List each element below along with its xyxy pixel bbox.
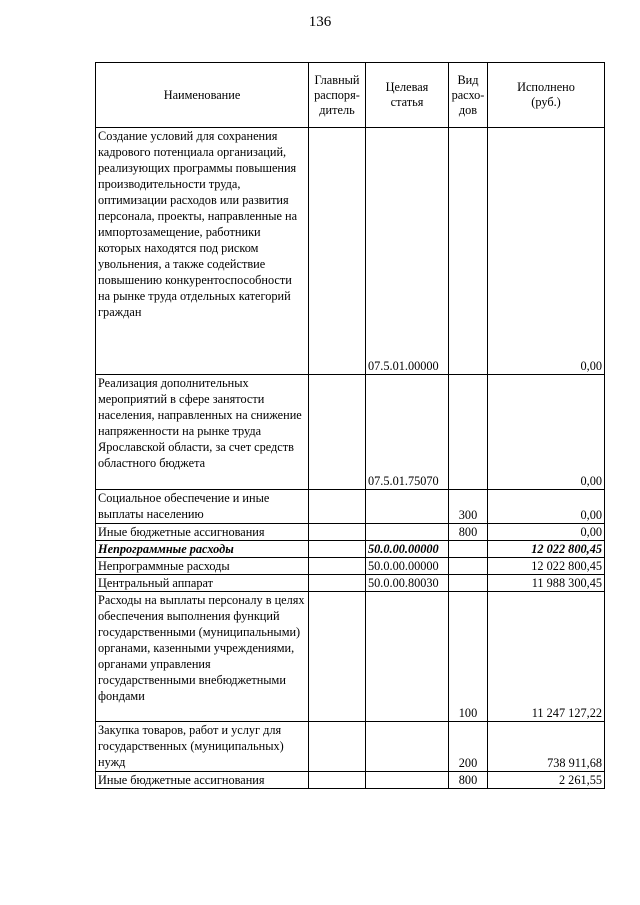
row-article (366, 592, 449, 722)
row-name: Иные бюджетные ассигнования (96, 772, 309, 789)
row-name: Иные бюджетные ассигнования (96, 524, 309, 541)
row-administrator (309, 558, 366, 575)
row-name: Центральный аппарат (96, 575, 309, 592)
header-name: Наименование (96, 63, 309, 128)
row-expense-type (449, 128, 488, 375)
row-expense-type (449, 558, 488, 575)
row-expense-type: 100 (449, 592, 488, 722)
page-number: 136 (308, 14, 332, 30)
row-expense-type (449, 541, 488, 558)
header-executed: Исполнено (руб.) (488, 63, 605, 128)
row-article: 07.5.01.00000 (366, 128, 449, 375)
row-administrator (309, 772, 366, 789)
row-administrator (309, 722, 366, 772)
row-amount: 11 247 127,22 (488, 592, 605, 722)
header-expense-type: Вид расхо- дов (449, 63, 488, 128)
row-name: Создание условий для сохранения кадрового потенциала организаций, реализующих программы повышения производительности труда, оптимизации расходов или развития персонала, проекты, направленные на импортозамещение, работники которых находятся под риском увольнения, а также содействие повышению конкурентоспособности на рынке труда отдельных категорий граждан (96, 128, 309, 375)
table-row (96, 524, 605, 541)
row-administrator (309, 375, 366, 490)
row-article: 50.0.00.00000 (366, 558, 449, 575)
row-amount: 0,00 (488, 128, 605, 375)
row-administrator (309, 541, 366, 558)
row-amount: 0,00 (488, 524, 605, 541)
row-amount: 0,00 (488, 375, 605, 490)
row-expense-type: 300 (449, 490, 488, 524)
row-expense-type (449, 375, 488, 490)
table-row (96, 375, 605, 490)
table-row (96, 575, 605, 592)
row-amount: 2 261,55 (488, 772, 605, 789)
row-amount: 11 988 300,45 (488, 575, 605, 592)
row-article (366, 524, 449, 541)
row-name: Непрограммные расходы (96, 541, 309, 558)
row-article: 50.0.00.00000 (366, 541, 449, 558)
table-header-row (96, 63, 605, 128)
row-amount: 0,00 (488, 490, 605, 524)
table-row (96, 592, 605, 722)
header-administrator: Главный распоря- дитель (309, 63, 366, 128)
table-row (96, 490, 605, 524)
row-name: Расходы на выплаты персоналу в целях обеспечения выполнения функций государственными (муниципальными) органами, казенными учреждениями, органами управления государственными внебюджетными фондами (96, 592, 309, 722)
row-amount: 12 022 800,45 (488, 558, 605, 575)
table-row (96, 722, 605, 772)
row-name: Реализация дополнительных мероприятий в сфере занятости населения, направленных на снижение напряженности на рынке труда Ярославской области, за счет средств областного бюджета (96, 375, 309, 490)
row-expense-type: 200 (449, 722, 488, 772)
row-expense-type (449, 575, 488, 592)
row-article (366, 772, 449, 789)
row-name: Непрограммные расходы (96, 558, 309, 575)
row-administrator (309, 575, 366, 592)
row-article (366, 490, 449, 524)
budget-table (95, 62, 605, 789)
row-administrator (309, 592, 366, 722)
row-article: 50.0.00.80030 (366, 575, 449, 592)
row-amount: 738 911,68 (488, 722, 605, 772)
table-row (96, 128, 605, 375)
row-administrator (309, 128, 366, 375)
row-expense-type: 800 (449, 772, 488, 789)
row-article: 07.5.01.75070 (366, 375, 449, 490)
row-administrator (309, 490, 366, 524)
row-article (366, 722, 449, 772)
header-article: Целевая статья (366, 63, 449, 128)
row-amount: 12 022 800,45 (488, 541, 605, 558)
row-expense-type: 800 (449, 524, 488, 541)
table-row (96, 541, 605, 558)
row-name: Закупка товаров, работ и услуг для государственных (муниципальных) нужд (96, 722, 309, 772)
row-name: Социальное обеспечение и иные выплаты населению (96, 490, 309, 524)
row-administrator (309, 524, 366, 541)
table-row (96, 772, 605, 789)
table-row (96, 558, 605, 575)
